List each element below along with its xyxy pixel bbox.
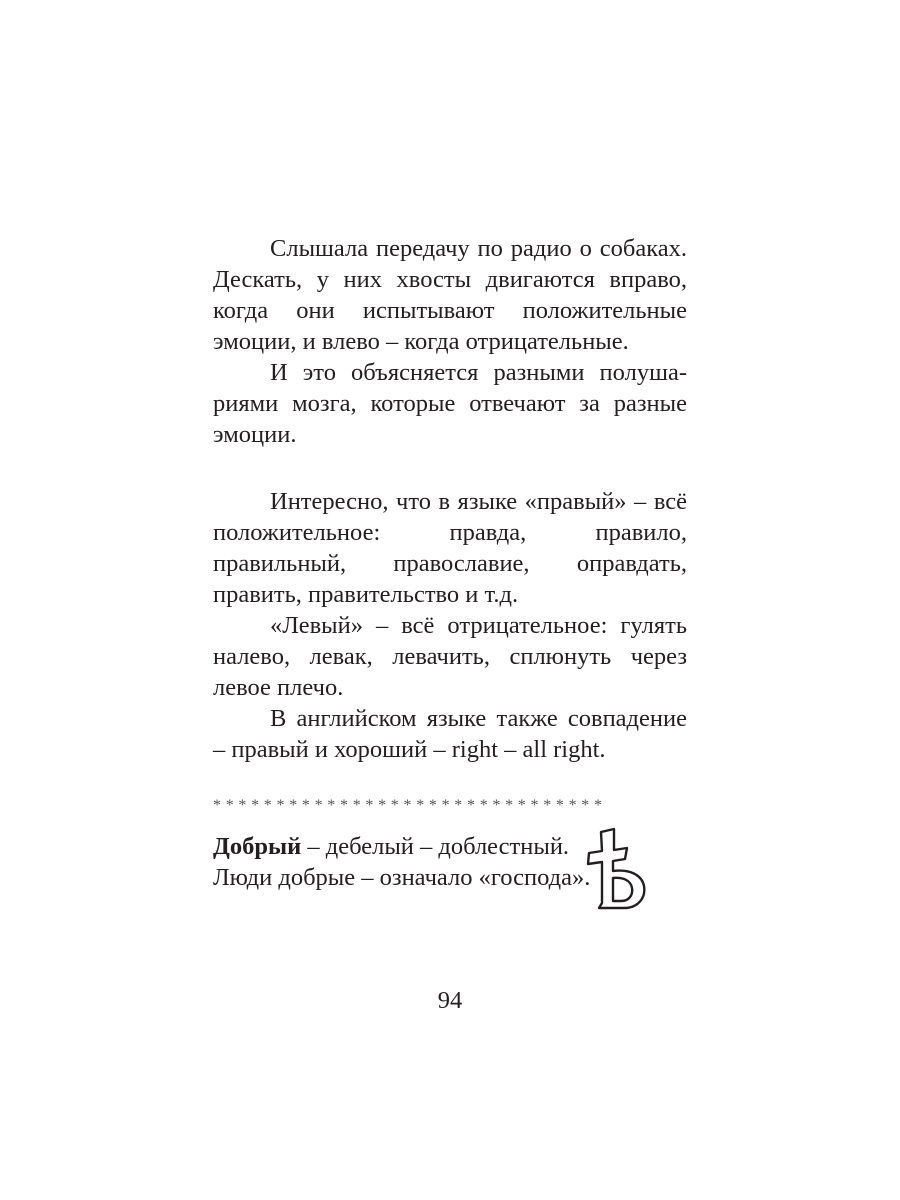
- text-section-right-left: [213, 486, 687, 765]
- dictionary-entry: [213, 831, 590, 893]
- entry-line-2: Люди добрые – означало «господа».: [213, 864, 591, 891]
- paragraph-dogs-radio: Слышала передачу по радио о собаках. Дескать, у них хвосты двигаются вправо, когда они испытывают положительные эмоции, и влево – когда отрицательные.: [213, 235, 687, 355]
- entry-term: Добрый: [213, 833, 302, 860]
- text-section-dogs: [213, 233, 687, 450]
- entry-definition: – дебелый – доблестный.: [301, 833, 570, 860]
- asterisk-separator: *******************************: [213, 797, 607, 814]
- paragraph-left-negative: «Левый» – всё отрицательное: гулять налево, левак, левачить, сплюнуть через левое плечо.: [213, 612, 687, 701]
- paragraph-brain-hemispheres: И это объясняется разными полушариями мозга, которые отвечают за разные эмоции.: [213, 359, 687, 448]
- paragraph-english-right: В английском языке также совпадение – правый и хороший – right – all right.: [213, 705, 687, 763]
- entry-line-1: [213, 831, 590, 862]
- paragraph-right-positive: Интересно, что в языке «правый» – всё положительное: правда, правило, правильный, православие, оправдать, править, правительство и т.д.: [213, 488, 687, 608]
- old-slavonic-yat-letter-icon: [578, 826, 652, 912]
- page-number: 94: [437, 987, 463, 1014]
